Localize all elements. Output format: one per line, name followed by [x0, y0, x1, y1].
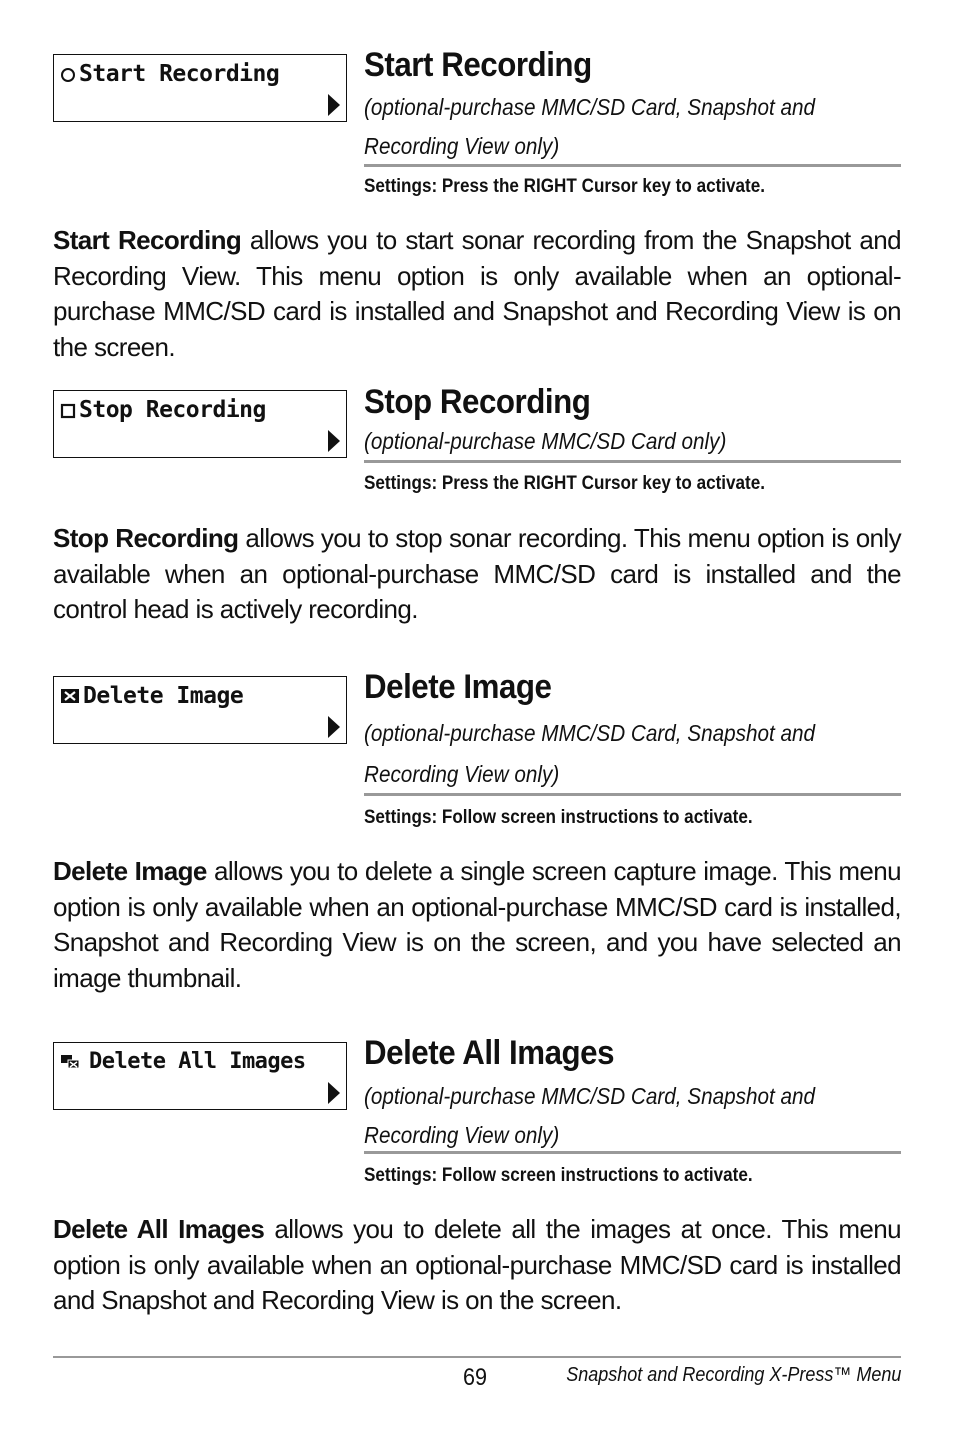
delete-x-icon — [60, 687, 80, 705]
section-subtitle-line1: (optional-purchase MMC/SD Card, Snapshot and — [364, 1083, 816, 1109]
body-description: allows you to stop sonar recording. This menu option is only available when an optional-purchase MMC/SD card is installed and the control head is actively recording. — [53, 523, 901, 624]
section-subtitle-line2: Recording View only) — [364, 133, 560, 159]
section-subtitle-line2: Recording View only) — [364, 1122, 560, 1148]
page-number: 69 — [463, 1364, 488, 1391]
body-description: allows you to start sonar recording from the Snapshot and Recording View. This menu option is only available when an optional-purchase MMC/SD card is installed and Snapshot and Recording View is on the screen. — [53, 225, 901, 362]
body-bold-term: Delete Image — [53, 856, 207, 886]
body-bold-term: Start Recording — [53, 225, 242, 255]
menu-item-label-row — [60, 397, 266, 423]
right-arrow-icon — [328, 1082, 340, 1104]
circle-icon — [60, 65, 76, 83]
footer-title: Snapshot and Recording X-Press™ Menu — [565, 1364, 901, 1386]
section-title: Delete All Images — [364, 1034, 615, 1072]
settings-note: Settings: Follow screen instructions to activate. — [364, 807, 753, 828]
body-description: allows you to delete a single screen capture image. This menu option is only available when an optional-purchase MMC/SD card is installed, Snapshot and Recording View is on the screen, and you have selected an image thumbnail. — [53, 856, 901, 993]
menu-item-label: Stop Recording — [79, 397, 266, 423]
right-arrow-icon — [328, 716, 340, 738]
section-divider — [364, 793, 901, 796]
section-subtitle-line1: (optional-purchase MMC/SD Card, Snapshot and — [364, 94, 816, 120]
delete-image-menu-item[interactable] — [53, 676, 347, 744]
menu-item-label: Delete All Images — [89, 1049, 306, 1074]
section-divider — [364, 164, 901, 167]
body-description: allows you to delete all the images at once. This menu option is only available when an optional-purchase MMC/SD card is installed and Snapshot and Recording View is on the screen. — [53, 1214, 901, 1315]
section-body — [53, 223, 901, 365]
settings-note: Settings: Press the RIGHT Cursor key to activate. — [364, 473, 766, 494]
section-divider — [364, 460, 901, 463]
stop-recording-menu-item[interactable] — [53, 390, 347, 458]
right-arrow-icon — [328, 94, 340, 116]
square-icon — [60, 401, 76, 419]
footer-divider — [53, 1356, 901, 1358]
section-body — [53, 854, 901, 996]
section-subtitle-line1: (optional-purchase MMC/SD Card, Snapshot and — [364, 720, 816, 746]
section-title: Stop Recording — [364, 383, 591, 421]
section-body — [53, 521, 901, 628]
section-subtitle-line1: (optional-purchase MMC/SD Card only) — [364, 428, 727, 454]
section-title: Delete Image — [364, 668, 552, 706]
section-divider — [364, 1151, 901, 1154]
body-bold-term: Stop Recording — [53, 523, 239, 553]
section-body — [53, 1212, 901, 1319]
section-subtitle-line2: Recording View only) — [364, 761, 560, 787]
start-recording-menu-item[interactable] — [53, 54, 347, 122]
menu-item-label-row — [60, 61, 279, 87]
right-arrow-icon — [328, 430, 340, 452]
settings-note: Settings: Follow screen instructions to activate. — [364, 1165, 753, 1186]
delete-all-images-menu-item[interactable] — [53, 1042, 347, 1110]
settings-note: Settings: Press the RIGHT Cursor key to activate. — [364, 176, 766, 197]
section-title: Start Recording — [364, 46, 592, 84]
menu-item-label-row — [60, 1049, 306, 1074]
menu-item-label-row — [60, 683, 243, 709]
menu-item-label: Delete Image — [83, 683, 244, 709]
body-bold-term: Delete All Images — [53, 1214, 265, 1244]
delete-all-icon — [60, 1053, 86, 1071]
menu-item-label: Start Recording — [79, 61, 280, 87]
